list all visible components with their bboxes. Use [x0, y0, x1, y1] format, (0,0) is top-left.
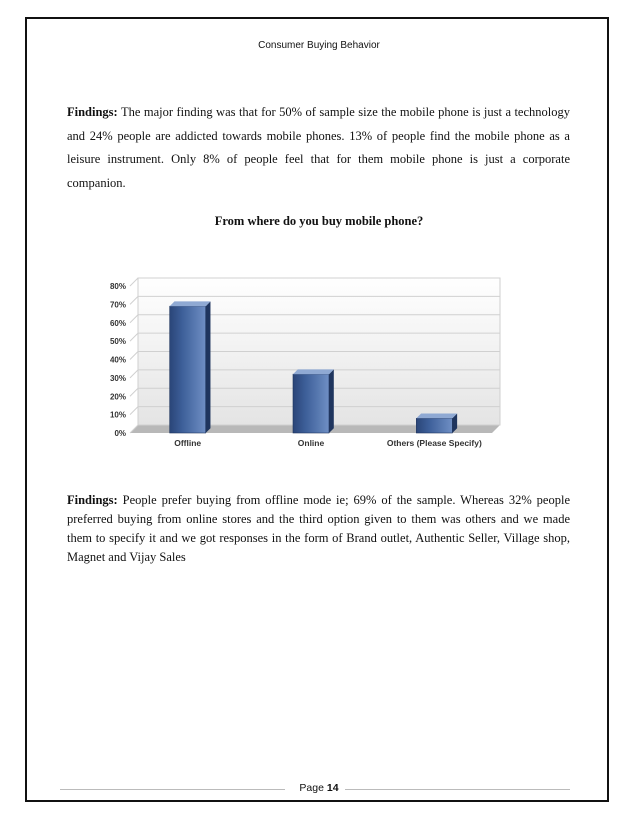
page-label: Page	[299, 782, 324, 794]
findings-label: Findings:	[67, 105, 118, 119]
bar-chart-svg	[100, 272, 510, 457]
x-category-label: Offline	[174, 438, 202, 448]
chart-gridline-side	[130, 278, 138, 286]
y-tick-label: 30%	[109, 373, 126, 383]
bar-3	[416, 418, 452, 433]
bar-top-2	[293, 369, 334, 374]
bar-side-1	[206, 301, 211, 433]
bar-top-3	[416, 414, 457, 419]
bar-top-1	[170, 301, 211, 306]
chart-gridline-side	[130, 315, 138, 323]
bar-1	[170, 306, 206, 433]
chart-gridline-side	[130, 333, 138, 341]
y-tick-label: 10%	[109, 410, 126, 420]
chart-gridline-side	[130, 296, 138, 304]
page-number: 14	[326, 782, 339, 794]
findings-label: Findings:	[67, 493, 118, 507]
findings-paragraph-1	[67, 101, 570, 195]
findings-text: People prefer buying from offline mode ie; 69% of the sample. Whereas 32% people preferred buying from online stores and the third option given to them was others and we made them to specify it and we got responses in the form of Brand outlet, Authentic Seller, Village shop, Magnet and Vijay Sales	[67, 493, 570, 564]
y-tick-label: 80%	[109, 282, 126, 291]
x-category-label: Online	[297, 438, 325, 448]
chart-gridline-side	[130, 370, 138, 378]
findings-text: The major finding was that for 50% of sample size the mobile phone is just a technology and 24% people are addicted towards mobile phones. 13% of people find the mobile phone as a leisure instrument. Only 8% of people feel that for them mobile phone is just a corporate companion.	[67, 105, 570, 190]
y-tick-label: 20%	[109, 392, 126, 402]
y-tick-label: 60%	[109, 318, 126, 328]
bar-2	[293, 374, 329, 433]
y-tick-label: 0%	[114, 429, 126, 438]
page-footer	[0, 782, 638, 794]
chart-gridline-side	[130, 352, 138, 360]
chart-gridline-side	[130, 407, 138, 415]
page-header: Consumer Buying Behavior	[258, 40, 380, 51]
chart-gridline-side	[130, 388, 138, 396]
chart-question-title: From where do you buy mobile phone?	[214, 214, 424, 228]
findings-paragraph-2	[67, 491, 570, 567]
x-category-label: Others (Please Specify)	[386, 438, 482, 448]
bar-chart	[100, 272, 510, 457]
y-tick-label: 50%	[109, 337, 126, 347]
bar-side-2	[329, 369, 334, 433]
y-tick-label: 70%	[109, 300, 126, 310]
y-tick-label: 40%	[109, 355, 126, 365]
